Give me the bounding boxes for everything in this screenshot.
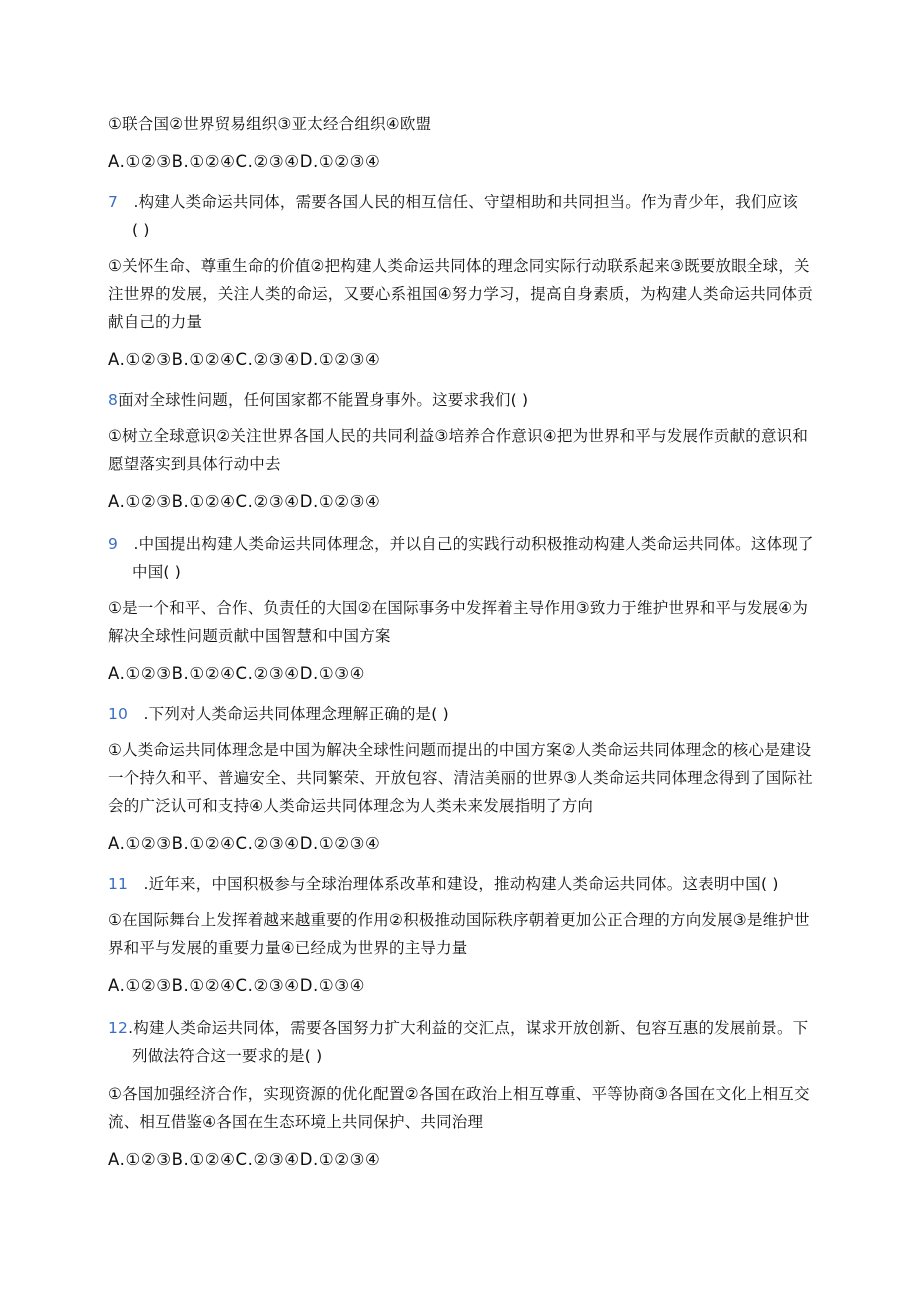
- q7-paren: ( ): [132, 221, 150, 239]
- q11-text: .近年来，中国积极参与全球治理体系改革和建设，推动构建人类命运共同体。这表明中国( ): [143, 875, 779, 893]
- q6-options: A.①②③B.①②④C.②③④D.①②③④: [108, 152, 381, 171]
- q7-text: .构建人类命运共同体，需要各国人民的相互信任、守望相助和共同担当。作为青少年，我们应该: [133, 193, 798, 211]
- q9-text: .中国提出构建人类命运共同体理念，并以自己的实践行动积极推动构建人类命运共同体。这体现了: [133, 535, 814, 553]
- q7-statements-3: 献自己的力量: [108, 313, 203, 331]
- q10-number: 10: [108, 705, 129, 723]
- q11-stem: [108, 870, 808, 898]
- q8-options: A.①②③B.①②④C.②③④D.①②③④: [108, 492, 381, 511]
- q8-text: 面对全球性问题，任何国家都不能置身事外。这要求我们( ): [118, 391, 529, 409]
- q11-statements-2: 界和平与发展的重要力量④已经成为世界的主导力量: [108, 939, 468, 957]
- q8-stem: [108, 386, 808, 414]
- q9-statements-2: 解决全球性问题贡献中国智慧和中国方案: [108, 627, 391, 645]
- q10-statements-3: 会的广泛认可和支持④人类命运共同体理念为人类未来发展指明了方向: [108, 797, 594, 815]
- q9-number: 9: [108, 535, 119, 553]
- q12-number: 12: [108, 1019, 129, 1037]
- q8-statements-2: 愿望落实到具体行动中去: [108, 455, 281, 473]
- q7-statements-2: 注世界的发展，关注人类的命运，又要心系祖国④努力学习，提高自身素质，为构建人类命运共同体贡: [108, 285, 813, 303]
- q9-options: A.①②③B.①②④C.②③④D.①③④: [108, 664, 366, 683]
- q9-stem: [108, 530, 814, 558]
- q7-stem: [108, 188, 808, 216]
- q7-options: A.①②③B.①②④C.②③④D.①②③④: [108, 350, 381, 369]
- q8-number: 8: [108, 391, 119, 409]
- q10-stem: [108, 700, 808, 728]
- q6-statements: ①联合国②世界贸易组织③亚太经合组织④欧盟: [108, 115, 432, 133]
- q9-stem-continued: 中国( ): [132, 563, 182, 581]
- q10-text: .下列对人类命运共同体理念理解正确的是( ): [143, 705, 449, 723]
- q12-options: A.①②③B.①②④C.②③④D.①②③④: [108, 1150, 381, 1169]
- q11-statements-1: ①在国际舞台上发挥着越来越重要的作用②积极推动国际秩序朝着更加公正合理的方向发展③是维护世: [108, 911, 810, 929]
- q7-number: 7: [108, 193, 119, 211]
- q11-number: 11: [108, 875, 129, 893]
- q10-statements-1: ①人类命运共同体理念是中国为解决全球性问题而提出的中国方案②人类命运共同体理念的核心是建设: [108, 741, 812, 759]
- q11-options: A.①②③B.①②④C.②③④D.①③④: [108, 976, 366, 995]
- q8-statements-1: ①树立全球意识②关注世界各国人民的共同利益③培养合作意识④把为世界和平与发展作贡献的意识和: [108, 427, 809, 445]
- q10-statements-2: 一个持久和平、普遍安全、共同繁荣、开放包容、清洁美丽的世界③人类命运共同体理念得到了国际社: [108, 769, 813, 787]
- q10-options: A.①②③B.①②④C.②③④D.①②③④: [108, 834, 381, 853]
- q12-stem-continued: 列做法符合这一要求的是( ): [132, 1047, 323, 1065]
- q9-statements-1: ①是一个和平、合作、负责任的大国②在国际事务中发挥着主导作用③致力于维护世界和平与发展④为: [108, 599, 809, 617]
- q12-statements-2: 流、相互借鉴④各国在生态环境上共同保护、共同治理: [108, 1113, 484, 1131]
- q12-text: .构建人类命运共同体，需要各国努力扩大利益的交汇点，谋求开放创新、包容互惠的发展前景。下: [128, 1019, 809, 1037]
- q12-stem: [108, 1014, 808, 1042]
- q7-statements-1: ①关怀生命、尊重生命的价值②把构建人类命运共同体的理念同实际行动联系起来③既要放眼全球，关: [108, 257, 810, 275]
- q12-statements-1: ①各国加强经济合作，实现资源的优化配置②各国在政治上相互尊重、平等协商③各国在文化上相互交: [108, 1085, 810, 1103]
